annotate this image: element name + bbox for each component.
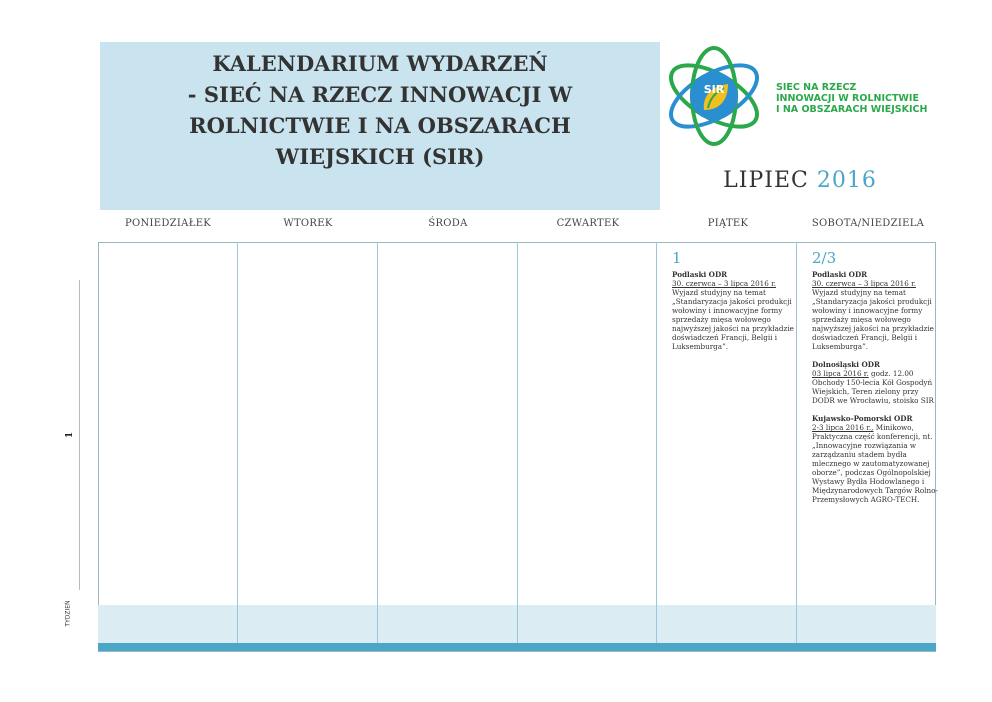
day-number: 2/3 bbox=[812, 249, 837, 267]
column-divider bbox=[237, 242, 238, 643]
event-organizer: Podlaski ODR bbox=[812, 270, 868, 279]
year: 2016 bbox=[816, 168, 877, 193]
weekday-header: ŚRODA bbox=[428, 218, 468, 229]
event-description: Wyjazd studyjny na temat „Standaryzacja jakości produkcji wołowiny i innowacyjne formy sprzedaży mięsa wołowego najwyższej jakości na przykładzie doświadczeń Francji, Belgii i Luksemburga”. bbox=[672, 288, 794, 351]
week-divider-line bbox=[79, 280, 80, 590]
day-cell-weekend bbox=[812, 248, 938, 513]
event-organizer: Dolnośląski ODR bbox=[812, 360, 880, 369]
logo-text-line: SIEĆ NA RZECZ bbox=[776, 82, 857, 93]
weekday-header: SOBOTA/NIEDZIELA bbox=[811, 218, 925, 229]
logo-text-line: I NA OBSZARACH WIEJSKICH bbox=[776, 104, 928, 115]
title-line-1: KALENDARIUM WYDARZEŃ bbox=[212, 51, 548, 76]
month-name: LIPIEC bbox=[723, 168, 809, 193]
event-description: godz. 12.00 Obchody 150-lecia Kół Gospodyń Wiejskich, Teren zielony przy DODR we Wrocławiu, stoisko SIR bbox=[812, 369, 934, 405]
title-line-3: ROLNICTWIE I NA OBSZARACH bbox=[189, 113, 571, 138]
event-description: Wyjazd studyjny na temat „Standaryzacja jakości produkcji wołowiny i innowacyjne formy sprzedaży mięsa wołowego najwyższej jakości na przykładzie doświadczeń Francji, Belgii i Luksemburga”. bbox=[812, 288, 934, 351]
weekday-header: WTOREK bbox=[283, 218, 333, 229]
column-divider bbox=[656, 242, 657, 643]
title-line-4: WIEJSKICH (SIR) bbox=[275, 144, 485, 169]
week-label: TYDZIEŃ bbox=[64, 600, 72, 627]
header-banner bbox=[100, 42, 660, 210]
day-number: 1 bbox=[672, 249, 682, 267]
event-entry bbox=[812, 414, 938, 504]
logo-badge-text: SIR bbox=[703, 83, 725, 96]
event-description: Minikowo, Praktyczna część konferencji, nt. „Innowacyjne rozwiązania w zarządzaniu stadem bydła mlecznego w zautomatyzowanej oborze”, podczas Ogólnopolskiej Wystawy Bydła Hodowlanego i Międzynarodowych Targów Rolno-Przemysłowych AGRO-TECH. bbox=[812, 423, 938, 504]
sir-logo bbox=[662, 44, 766, 148]
event-entry bbox=[812, 360, 938, 405]
title-line-2: - SIEĆ NA RZECZ INNOWACJI W bbox=[187, 82, 573, 107]
column-divider bbox=[517, 242, 518, 643]
weekday-header: PIĄTEK bbox=[707, 218, 749, 229]
event-date: 03 lipca 2016 r. bbox=[812, 369, 869, 378]
calendar-bottom-bar bbox=[98, 643, 936, 651]
event-date: 30. czerwca – 3 lipca 2016 r. bbox=[672, 279, 776, 288]
weekday-header: PONIEDZIAŁEK bbox=[124, 218, 212, 229]
page-title bbox=[100, 48, 660, 172]
event-entry bbox=[812, 270, 938, 351]
day-cell-friday bbox=[672, 248, 798, 360]
month-label bbox=[700, 168, 900, 193]
event-organizer: Podlaski ODR bbox=[672, 270, 728, 279]
event-date: 30. czerwca – 3 lipca 2016 r. bbox=[812, 279, 916, 288]
event-entry bbox=[672, 270, 798, 351]
column-divider bbox=[377, 242, 378, 643]
logo-text-line: INNOWACJI W ROLNICTWIE bbox=[776, 93, 919, 104]
weekday-header-row bbox=[98, 218, 938, 238]
logo-text bbox=[776, 82, 936, 115]
weekday-header: CZWARTEK bbox=[556, 218, 620, 229]
event-organizer: Kujawsko-Pomorski ODR bbox=[812, 414, 913, 423]
event-date: 2-3 lipca 2016 r., bbox=[812, 423, 874, 432]
week-number: 1 bbox=[65, 431, 75, 439]
